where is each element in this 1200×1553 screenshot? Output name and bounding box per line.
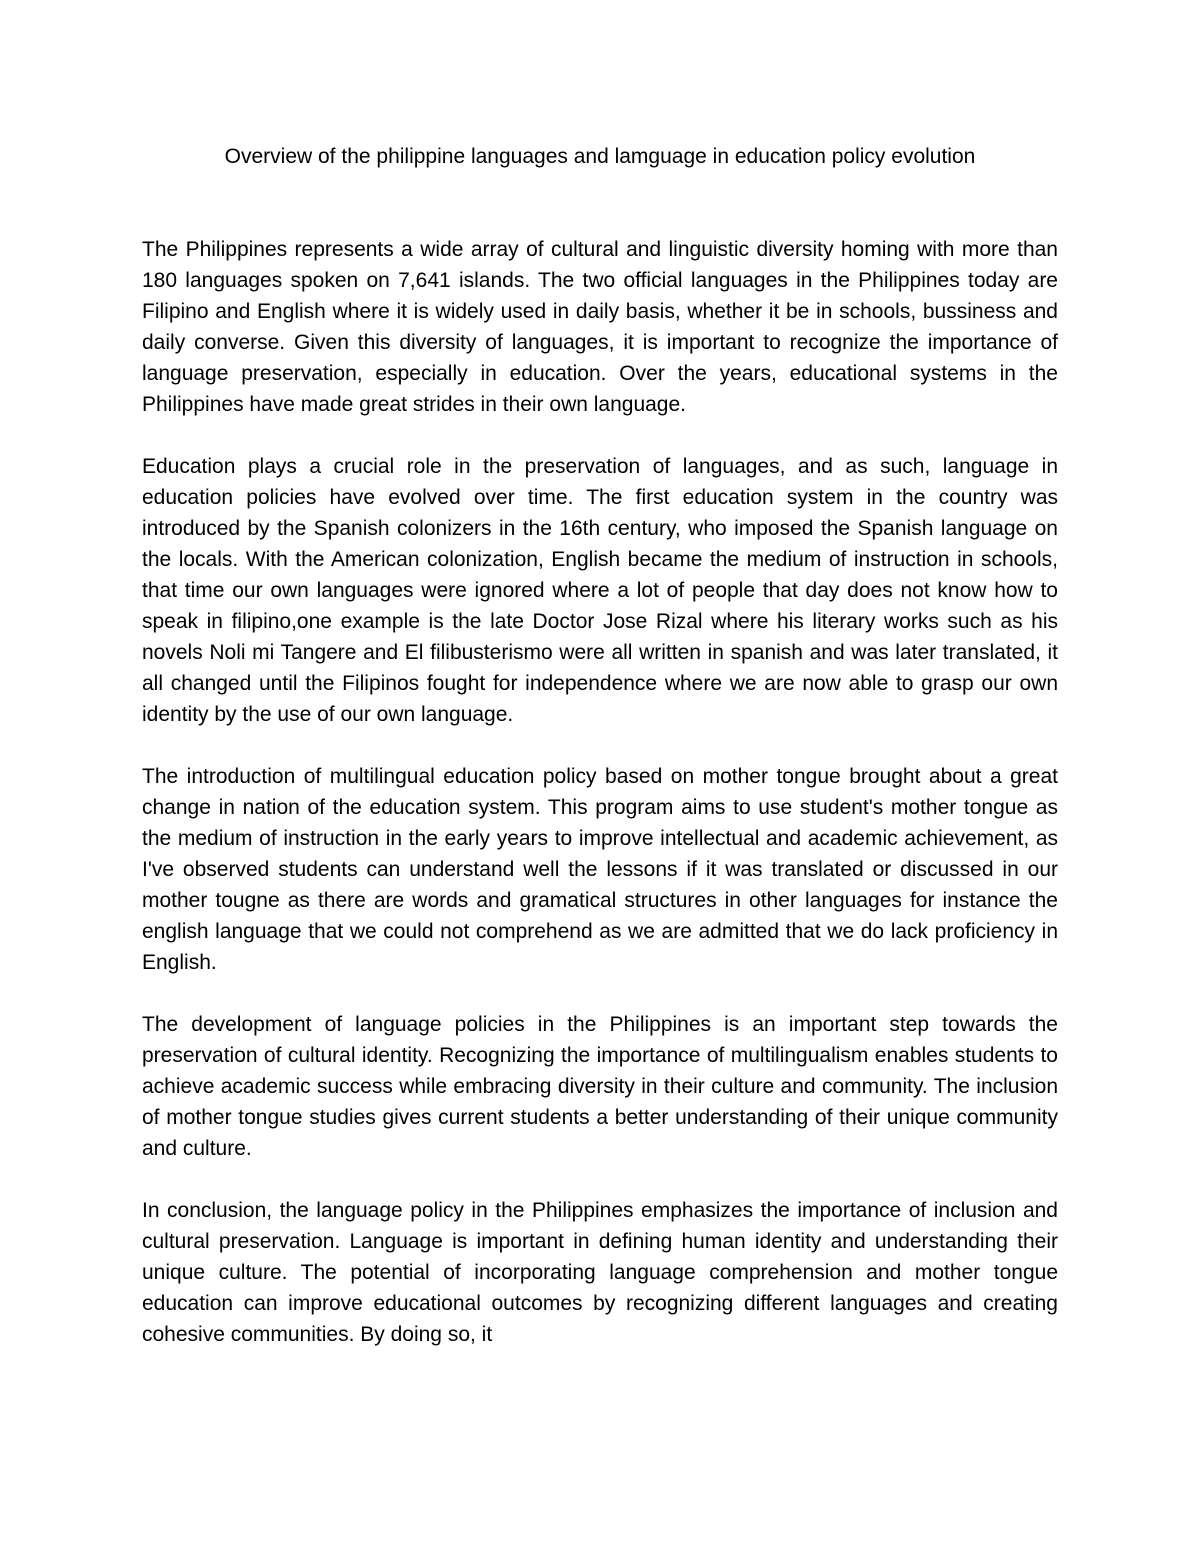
paragraph-conclusion: In conclusion, the language policy in the Philippines emphasizes the importance of inclusion and cultural preservation. Language is important in defining human identity and understanding their unique culture. The potential of incorporating language comprehension and mother tongue education can improve educational outcomes by recognizing different languages and creating cohesive communities. By doing so, it [142,1199,1058,1346]
document-title: Overview of the philippine languages and lamguage in education policy evolution [224,145,976,168]
paragraph-multilingual-policy: The introduction of multilingual education policy based on mother tongue brought about a great change in nation of the education system. This program aims to use student's mother tongue as the medium of instruction in the early years to improve intellectual and academic achievement, as I've observed students can understand well the lessons if it was translated or discussed in our mother tougne as there are words and gramatical structures in other languages for instance the english language that we could not comprehend as we are admitted that we do lack proficiency in English. [142,765,1058,974]
document-body [142,234,1058,1350]
paragraph-introduction: The Philippines represents a wide array of cultural and linguistic diversity homing with more than 180 languages spoken on 7,641 islands. The two official languages in the Philippines today are Filipino and English where it is widely used in daily basis, whether it be in schools, bussiness and daily converse. Given this diversity of languages, it is important to recognize the importance of language preservation, especially in education. Over the years, educational systems in the Philippines have made great strides in their own language. [142,238,1058,416]
paragraph-policy-development: The development of language policies in the Philippines is an important step towards the preservation of cultural identity. Recognizing the importance of multilingualism enables students to achieve academic success while embracing diversity in their culture and community. The inclusion of mother tongue studies gives current students a better understanding of their unique community and culture. [142,1013,1058,1160]
paragraph-education-history: Education plays a crucial role in the preservation of languages, and as such, language in education policies have evolved over time. The first education system in the country was introduced by the Spanish colonizers in the 16th century, who imposed the Spanish language on the locals. With the American colonization, English became the medium of instruction in schools, that time our own languages were ignored where a lot of people that day does not know how to speak in filipino,one example is the late Doctor Jose Rizal where his literary works such as his novels Noli mi Tangere and El filibusterismo were all written in spanish and was later translated, it all changed until the Filipinos fought for independence where we are now able to grasp our own identity by the use of our own language. [142,455,1058,726]
